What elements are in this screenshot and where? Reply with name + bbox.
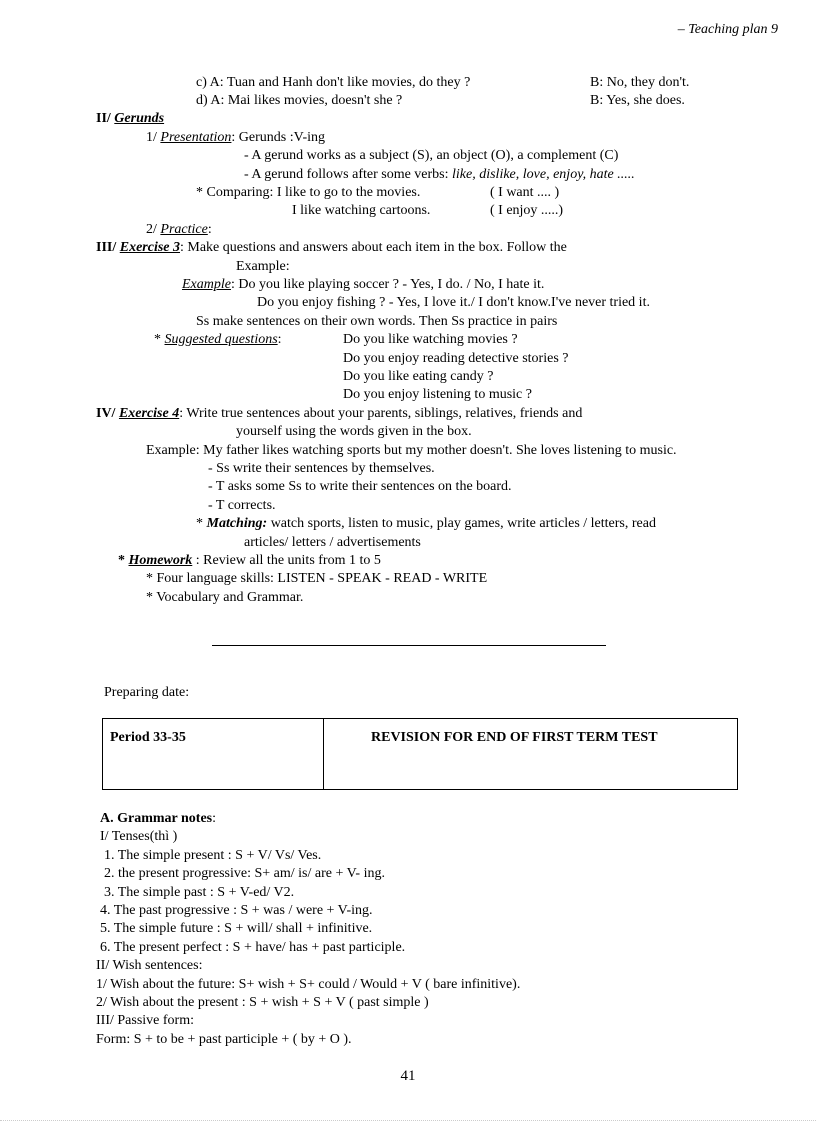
gerund-rule-2-text: - A gerund follows after some verbs: <box>244 167 453 182</box>
gerund-rule-1: - A gerund works as a subject (S), an object (O), a complement (C) <box>244 148 619 163</box>
homework-line <box>118 552 381 570</box>
exercise-4-instructions: : Write true sentences about your parents, siblings, relatives, friends and <box>179 406 583 421</box>
line-d-question: d) A: Mai likes movies, doesn't she ? <box>196 93 403 108</box>
exercise-4-instructions-cont: yourself using the words given in the box. <box>236 424 472 439</box>
item-number: 1/ <box>146 130 157 145</box>
presentation-text: : Gerunds :V-ing <box>231 130 326 145</box>
comparing-note-2: ( I enjoy .....) <box>490 203 564 218</box>
tense-6: 6. The present perfect : S + have/ has + past participle. <box>100 940 406 955</box>
exercise-4-example: Example: My father likes watching sports but my mother doesn't. She loves listening to music. <box>146 443 677 458</box>
question-2: Do you enjoy reading detective stories ? <box>343 351 569 366</box>
wish-1: 1/ Wish about the future: S+ wish + S+ could / Would + V ( bare infinitive). <box>96 977 521 992</box>
matching-line-cont: articles/ letters / advertisements <box>244 535 421 550</box>
example-line-1 <box>182 276 544 294</box>
section-divider <box>212 645 606 646</box>
passive-form: Form: S + to be + past participle + ( by + O ). <box>96 1032 352 1047</box>
matching-label: Matching: <box>206 516 268 531</box>
homework-label: Homework <box>128 553 193 568</box>
tenses-heading: I/ Tenses(thì ) <box>100 829 178 844</box>
wish-heading: II/ Wish sentences: <box>96 958 203 973</box>
section-number: IV/ <box>96 406 116 421</box>
example-line-2: Do you enjoy fishing ? - Yes, I love it./ I don't know.I've never tried it. <box>257 295 650 310</box>
comparing-note-1: ( I want .... ) <box>490 185 560 200</box>
bullet: * <box>118 553 129 568</box>
lesson-title-cell: REVISION FOR END OF FIRST TERM TEST <box>371 730 658 745</box>
exercise-3-heading <box>96 239 567 257</box>
suggested-colon: : <box>277 332 282 347</box>
tense-1: 1. The simple present : S + V/ Vs/ Ves. <box>104 848 322 863</box>
exercise-3-instructions-cont: Example: <box>236 259 290 274</box>
exercise-4-heading <box>96 405 582 423</box>
presentation-label: Presentation <box>160 130 232 145</box>
line-c-question: c) A: Tuan and Hanh don't like movies, do they ? <box>196 75 471 90</box>
gerund-rule-2 <box>244 166 635 184</box>
tense-4: 4. The past progressive : S + was / were + V-ing. <box>100 903 373 918</box>
period-cell: Period 33-35 <box>110 730 186 745</box>
item-number: 2/ <box>146 222 157 237</box>
homework-text: : Review all the units from 1 to 5 <box>192 553 381 568</box>
practice-colon: : <box>207 222 212 237</box>
practice-label: Practice <box>160 222 208 237</box>
preparing-date: Preparing date: <box>104 685 190 700</box>
section-title: Gerunds <box>114 111 165 126</box>
step-1: - Ss write their sentences by themselves. <box>208 461 435 476</box>
section-number: III/ <box>96 240 117 255</box>
page-bottom-border <box>0 1120 816 1121</box>
suggested-questions-label <box>154 331 282 349</box>
step-2: - T asks some Ss to write their sentences on the board. <box>208 479 512 494</box>
suggested-label: Suggested questions <box>164 332 278 347</box>
section-title: Exercise 4 <box>118 406 180 421</box>
practice-line <box>146 221 212 239</box>
line-d-answer: B: Yes, she does. <box>590 93 685 108</box>
question-4: Do you enjoy listening to music ? <box>343 387 532 402</box>
gerund-verbs: like, dislike, love, enjoy, hate ..... <box>452 167 635 182</box>
wish-2: 2/ Wish about the present : S + wish + S + V ( past simple ) <box>96 995 429 1010</box>
grammar-notes-heading <box>100 810 216 828</box>
section-gerunds-heading <box>96 110 164 128</box>
passive-heading: III/ Passive form: <box>96 1013 194 1028</box>
bullet: * <box>196 516 207 531</box>
period-table <box>102 718 738 790</box>
grammar-colon: : <box>212 811 216 826</box>
question-3: Do you like eating candy ? <box>343 369 494 384</box>
question-1: Do you like watching movies ? <box>343 332 518 347</box>
grammar-title: A. Grammar notes <box>100 811 213 826</box>
page-number: 41 <box>400 1068 416 1084</box>
homework-vocab: * Vocabulary and Grammar. <box>146 590 304 605</box>
ss-practice-line: Ss make sentences on their own words. Then Ss practice in pairs <box>196 314 558 329</box>
bullet: * <box>154 332 165 347</box>
tense-3: 3. The simple past : S + V-ed/ V2. <box>104 885 295 900</box>
table-divider <box>323 719 324 789</box>
matching-text: watch sports, listen to music, play games, write articles / letters, read <box>267 516 656 531</box>
example-text-1: : Do you like playing soccer ? - Yes, I do. / No, I hate it. <box>230 277 545 292</box>
comparing-line-1: * Comparing: I like to go to the movies. <box>196 185 421 200</box>
running-header: – Teaching plan 9 <box>677 22 778 37</box>
exercise-3-instructions: : Make questions and answers about each item in the box. Follow the <box>180 240 567 255</box>
tense-2: 2. the present progressive: S+ am/ is/ are + V- ing. <box>104 866 385 881</box>
section-title: Exercise 3 <box>119 240 180 255</box>
section-number: II/ <box>96 111 111 126</box>
example-label: Example <box>182 277 231 292</box>
step-3: - T corrects. <box>208 498 276 513</box>
comparing-line-2: I like watching cartoons. <box>292 203 431 218</box>
homework-skills: * Four language skills: LISTEN - SPEAK - READ - WRITE <box>146 571 488 586</box>
tense-5: 5. The simple future : S + will/ shall + infinitive. <box>100 921 373 936</box>
presentation-line <box>146 129 325 147</box>
matching-line <box>196 515 656 533</box>
line-c-answer: B: No, they don't. <box>590 75 690 90</box>
